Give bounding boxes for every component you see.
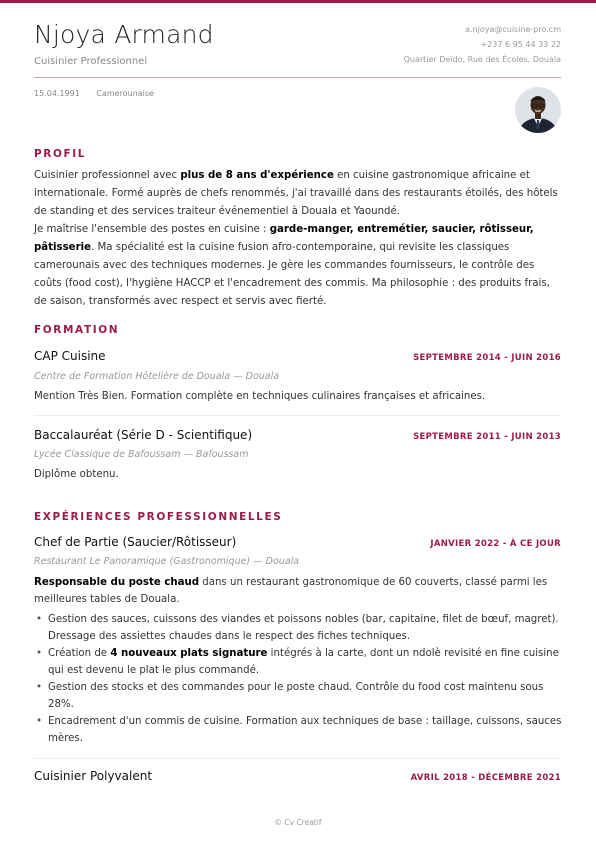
formation-school: Centre de Formation Hôtelière de Douala — Douala bbox=[34, 371, 280, 382]
formation-description: Diplôme obtenu. bbox=[34, 469, 119, 480]
formation-description: Mention Très Bien. Formation complète en techniques culinaires françaises et africaines. bbox=[34, 391, 486, 402]
job-date: AVRIL 2018 - DÉCEMBRE 2021 bbox=[410, 773, 561, 783]
job-title-entry: Cuisinier Polyvalent bbox=[34, 769, 153, 783]
entry-divider bbox=[34, 415, 561, 416]
formation-title: Baccalauréat (Série D - Scientifique) bbox=[34, 428, 253, 442]
profile-photo bbox=[515, 87, 561, 133]
address-text: Quartier Deïdo, Rue des Écoles, Douala bbox=[403, 55, 561, 64]
job-intro: Responsable du poste chaud dans un restaurant gastronomique de 60 couverts, classé parmi les meilleures tables de Douala. bbox=[34, 577, 548, 605]
formation-school: Lycée Classique de Bafoussam — Bafoussam bbox=[34, 449, 249, 460]
formation-date: SEPTEMBRE 2011 - JUIN 2013 bbox=[413, 432, 561, 442]
nationality: Camerounaise bbox=[96, 89, 154, 98]
list-item: • Gestion des sauces, cuissons des viandes et poissons nobles (bar, capitaine, filet de bœuf, magret). Dressage des assiettes chaudes dans le respect des fiches techniques. bbox=[34, 611, 564, 645]
section-heading-formation: FORMATION bbox=[34, 324, 120, 336]
header-divider bbox=[34, 77, 561, 78]
footer-credit: © Cv Creatif bbox=[274, 818, 322, 827]
list-item: • Création de 4 nouveaux plats signature intégrés à la carte, dont un ndolè revisité en fine cuisine qui est devenu le plat le plus commandé. bbox=[34, 645, 564, 679]
job-date: JANVIER 2022 - À CE JOUR bbox=[430, 539, 561, 549]
top-accent-bar bbox=[0, 0, 596, 3]
personal-info bbox=[34, 89, 154, 98]
job-place: Restaurant Le Panoramique (Gastronomique) — Douala bbox=[34, 556, 300, 567]
job-title-entry: Chef de Partie (Saucier/Rôtisseur) bbox=[34, 535, 237, 549]
profile-text: Cuisinier professionnel avec plus de 8 ans d'expérience en cuisine gastronomique africaine et internationale. Formé auprès de chefs renommés, j'ai travaillé dans des restaurants étoilés, des hôtels de standing et des services traiteur événementiel à Douala et Yaoundé. Je maîtrise l'ensemble des postes en cuisine : garde-manger, entremétier, saucier, rôtisseur, pâtisserie. Ma spécialité est la cuisine fusion afro-contemporaine, qui revisite les classiques camerounais avec des techniques modernes. Je gère les commandes fournisseurs, le contrôle des coûts (food cost), l'hygiène HACCP et l'encadrement des commis. Ma philosophie : des produits frais, de saison, transformés avec respect et servis avec fierté. bbox=[34, 170, 558, 307]
candidate-name: Njoya Armand bbox=[34, 20, 214, 49]
formation-title: CAP Cuisine bbox=[34, 349, 106, 363]
contact-block bbox=[404, 22, 561, 67]
list-item: • Encadrement d'un commis de cuisine. Formation aux techniques de base : taillage, cuissons, sauces mères. bbox=[34, 713, 564, 747]
section-heading-experience: EXPÉRIENCES PROFESSIONNELLES bbox=[34, 511, 283, 523]
email-text[interactable]: a.njoya@cuisine-pro.cm bbox=[465, 25, 561, 34]
section-heading-profile: PROFIL bbox=[34, 148, 87, 160]
job-title: Cuisinier Professionnel bbox=[34, 56, 148, 67]
entry-divider bbox=[34, 758, 561, 759]
birthdate: 15.04.1991 bbox=[34, 89, 80, 98]
phone-text[interactable]: +237 6 95 44 33 22 bbox=[480, 40, 561, 49]
job-bullets bbox=[34, 611, 564, 747]
list-item: • Gestion des stocks et des commandes pour le poste chaud. Contrôle du food cost maintenu sous 28%. bbox=[34, 679, 564, 713]
formation-date: SEPTEMBRE 2014 - JUIN 2016 bbox=[413, 353, 561, 363]
